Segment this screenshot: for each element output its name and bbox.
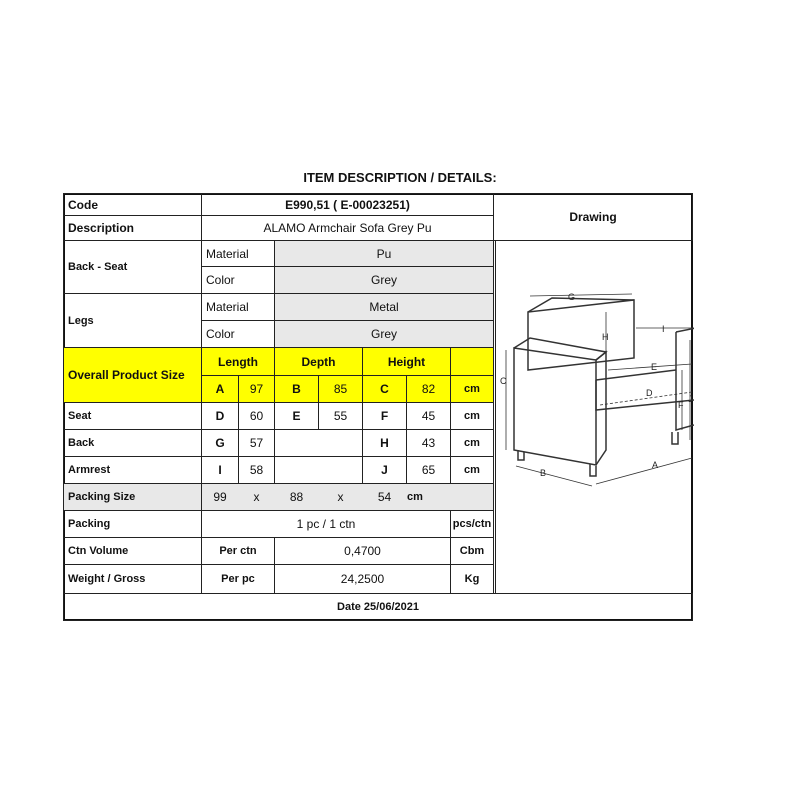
drawing-letter-i: I bbox=[662, 324, 665, 334]
seat-f-letter: F bbox=[362, 402, 407, 430]
drawing-header: Drawing bbox=[493, 193, 693, 241]
weight-label: Weight / Gross bbox=[63, 564, 202, 594]
armrest-label: Armrest bbox=[63, 456, 202, 484]
drawing-letter-e: E bbox=[651, 362, 658, 372]
drawing-letter-h: H bbox=[602, 332, 609, 342]
back-h-value: 43 bbox=[406, 429, 451, 457]
overall-b-letter: B bbox=[274, 375, 319, 403]
drawing-letter-a: A bbox=[652, 460, 659, 470]
armrest-unit: cm bbox=[450, 456, 494, 484]
page-title: ITEM DESCRIPTION / DETAILS: bbox=[303, 170, 497, 185]
armrest-j-value: 65 bbox=[406, 456, 451, 484]
length-header: Length bbox=[201, 347, 275, 376]
armchair-drawing bbox=[496, 240, 694, 593]
drawing-area bbox=[495, 240, 693, 593]
drawing-letter-j: J bbox=[688, 394, 693, 404]
armrest-j-letter: J bbox=[362, 456, 407, 484]
packing-unit: pcs/ctn bbox=[450, 510, 494, 538]
armrest-empty-cell bbox=[274, 456, 363, 484]
overall-c-letter: C bbox=[362, 375, 407, 403]
back-seat-material-value: Pu bbox=[274, 240, 494, 267]
packing-size-width: 88 bbox=[289, 490, 304, 504]
overall-blank-cell bbox=[450, 347, 494, 376]
back-unit: cm bbox=[450, 429, 494, 457]
legs-label: Legs bbox=[63, 293, 202, 348]
back-seat-color-label: Color bbox=[201, 266, 275, 294]
back-h-letter: H bbox=[362, 429, 407, 457]
packing-size-sep-1: x bbox=[253, 490, 260, 504]
back-g-value: 57 bbox=[238, 429, 275, 457]
code-label: Code bbox=[63, 193, 202, 216]
back-seat-label: Back - Seat bbox=[63, 240, 202, 294]
weight-unit: Kg bbox=[450, 564, 494, 594]
overall-unit: cm bbox=[450, 375, 494, 403]
depth-header: Depth bbox=[274, 347, 363, 376]
packing-size-sep-2: x bbox=[337, 490, 344, 504]
legs-color-value: Grey bbox=[274, 320, 494, 348]
armrest-i-value: 58 bbox=[238, 456, 275, 484]
description-value: ALAMO Armchair Sofa Grey Pu bbox=[201, 215, 494, 241]
back-seat-color-value: Grey bbox=[274, 266, 494, 294]
code-value: E990,51 ( E-00023251) bbox=[201, 193, 494, 216]
packing-value: 1 pc / 1 ctn bbox=[201, 510, 451, 538]
legs-material-label: Material bbox=[201, 293, 275, 321]
height-header: Height bbox=[362, 347, 451, 376]
seat-e-letter: E bbox=[274, 402, 319, 430]
weight-value: 24,2500 bbox=[274, 564, 451, 594]
back-label: Back bbox=[63, 429, 202, 457]
overall-size-label: Overall Product Size bbox=[63, 347, 202, 403]
packing-size-height: 54 bbox=[377, 490, 392, 504]
back-g-letter: G bbox=[201, 429, 239, 457]
seat-e-value: 55 bbox=[318, 402, 363, 430]
seat-label: Seat bbox=[63, 402, 202, 430]
overall-c-value: 82 bbox=[406, 375, 451, 403]
weight-per: Per pc bbox=[201, 564, 275, 594]
ctn-volume-label: Ctn Volume bbox=[63, 537, 202, 565]
overall-a-letter: A bbox=[201, 375, 239, 403]
legs-material-value: Metal bbox=[274, 293, 494, 321]
seat-f-value: 45 bbox=[406, 402, 451, 430]
description-label: Description bbox=[63, 215, 202, 241]
date-footer: Date 25/06/2021 bbox=[63, 593, 693, 621]
drawing-letter-b: B bbox=[540, 468, 547, 478]
drawing-letter-f: F bbox=[678, 400, 684, 410]
back-seat-material-label: Material bbox=[201, 240, 275, 267]
packing-size-length: 99 bbox=[213, 490, 227, 504]
ctn-volume-per: Per ctn bbox=[201, 537, 275, 565]
packing-size-label: Packing Size bbox=[63, 483, 202, 511]
seat-d-value: 60 bbox=[238, 402, 275, 430]
drawing-letter-d: D bbox=[646, 388, 653, 398]
seat-d-letter: D bbox=[201, 402, 239, 430]
packing-size-unit: cm bbox=[407, 491, 423, 503]
overall-a-value: 97 bbox=[238, 375, 275, 403]
packing-label: Packing bbox=[63, 510, 202, 538]
drawing-letter-g: G bbox=[568, 292, 576, 302]
legs-color-label: Color bbox=[201, 320, 275, 348]
seat-unit: cm bbox=[450, 402, 494, 430]
ctn-volume-unit: Cbm bbox=[450, 537, 494, 565]
armrest-i-letter: I bbox=[201, 456, 239, 484]
back-empty-cell bbox=[274, 429, 363, 457]
overall-b-value: 85 bbox=[318, 375, 363, 403]
drawing-letter-c: C bbox=[500, 376, 507, 386]
ctn-volume-value: 0,4700 bbox=[274, 537, 451, 565]
